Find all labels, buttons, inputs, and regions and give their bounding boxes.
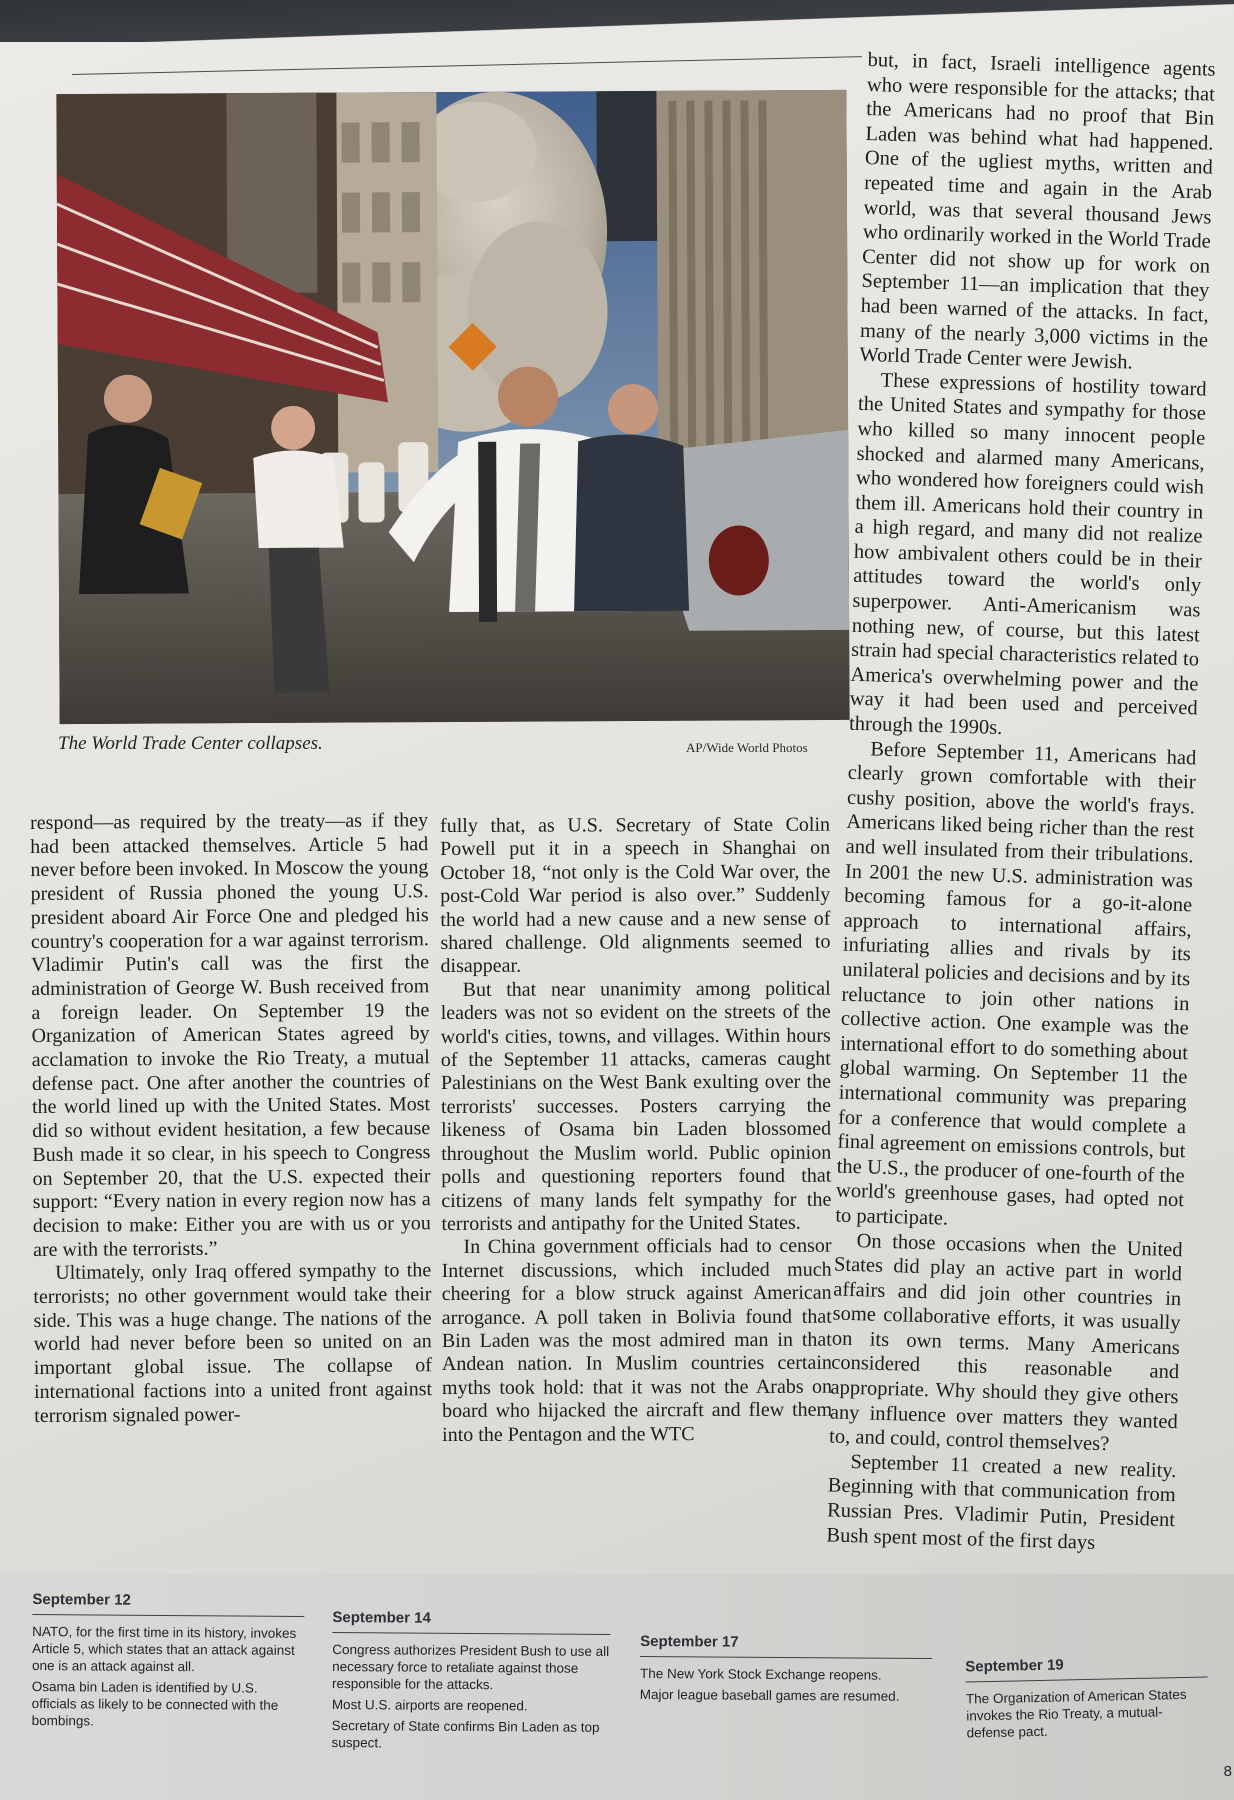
photo-credit: AP/Wide World Photos	[686, 740, 808, 755]
timeline-strip	[0, 1574, 1234, 1800]
timeline-event: Most U.S. airports are reopened.	[331, 1697, 528, 1714]
photo-caption: The World Trade Center collapses.	[58, 733, 323, 754]
timeline-event: Congress authorizes President Bush to use all necessary force to retaliate against those responsible for the attacks.	[331, 1642, 610, 1693]
paragraph: fully that, as U.S. Secretary of State Colin Powell put it in a speech in Shanghai on October 18, “not only is the Cold War over, the post-Cold War period is also over.” Suddenly the world had a new cause and a new sense of shared challenge. Old alignments seemed to disappear.	[440, 813, 831, 978]
timeline-entry-sept-14	[331, 1609, 610, 1757]
timeline-event: NATO, for the first time in its history, invokes Article 5, which states that an attack against one is an attack against all.	[31, 1624, 297, 1675]
page-number: 8	[1223, 1763, 1232, 1780]
timeline-entry-sept-19	[965, 1653, 1209, 1745]
paragraph: In China government officials had to censor Internet discussions, which included much cheering for a blow struck against American arrogance. A poll taken in Bolivia found that Bin Laden was the most admired man in that Andean nation. In Muslim countries certain myths took hold: that it was not the Arabs on board who hijacked the aircraft and flew them into the Pentagon and the WTC	[441, 1234, 833, 1446]
paragraph: but, in fact, Israeli intelligence agents who were responsible for the attacks; that the Americans had no proof that Bin Laden was behind what had happened. One of the ugliest myths, written and repeated time and again in the Arab world, was that several thousand Jews who ordinarily worked in the World Trade Center did not show up for work on September 11—an implication that they had been warned of the attacks. In fact, many of the nearly 3,000 victims in the World Trade Center were Jewish.	[859, 48, 1216, 374]
timeline-date: September 17	[640, 1633, 932, 1659]
paragraph: These expressions of hostility toward the United States and sympathy for those who killed so many innocent people shocked and alarmed many Americans, who wondered how foreigners could wish them ill. Americans hold their country in a high regard, and many did not realize how ambivalent others could be in their attitudes toward the world's only superpower. Anti-Americanism was nothing new, of course, but this latest strain had special characteristics related to America's overwhelming power and the way it had been used and perceived through the 1990s.	[848, 369, 1207, 740]
timeline-event: The Organization of American States invokes the Rio Treaty, a mutual-defense pact.	[965, 1686, 1187, 1741]
paragraph: respond—as required by the treaty—as if they had been attacked themselves. Article 5 had never before been invoked. In Moscow the young president of Russia phoned the young U.S. president aboard Air Force One and pledged his country's cooperation for a war against terrorism. Vladimir Putin's call was the first the administration of George W. Bush received from a foreign leader. On September 19 the Organization of American States agreed by acclamation to invoke the Rio Treaty, a mutual defense pact. One after another the countries of the world lined up with the United States. Most did so without evident hesitation, a few because Bush made it so clear, in his speech to Congress on September 20, that the U.S. expected their support: “Every nation in every region now has a decision to make: Either you are with us or you are with the terrorists.”	[30, 809, 431, 1261]
timeline-event: Secretary of State confirms Bin Laden as top suspect.	[331, 1718, 600, 1751]
page-edge-shadow	[0, 0, 1234, 42]
paragraph: Ultimately, only Iraq offered sympathy to the terrorists; no other government would take their side. This was a huge change. The nations of the world had never before been so united on an important global issue. The collapse of international factions into a united front against terrorism signaled power-	[33, 1259, 433, 1427]
paragraph: But that near unanimity among political leaders was not so evident on the streets of the world's cities, towns, and villages. Within hours of the September 11 attacks, cameras caught Palestinians on the West Bank exulting over the terrorists' successes. Posters carrying the likeness of Osama bin Laden blossomed throughout the Muslim world. Public opinion polls and questioning reporters found that citizens of many lands felt sympathy for the terrorists and antipathy for the United States.	[440, 977, 832, 1235]
timeline-event: Osama bin Laden is identified by U.S. officials as likely to be connected with the bombings.	[31, 1679, 279, 1729]
timeline-date: September 19	[965, 1653, 1207, 1682]
timeline-date: September 12	[32, 1591, 304, 1617]
paragraph: Before September 11, Americans had clearly grown comfortable with their cushy position, above the world's frays. Americans liked being richer than the rest and well insulated from their tribulations. In 2001 the new U.S. administration was becoming famous for a go-it-alone approach to international affairs, infuriating allies and rivals by its unilateral policies and decisions and by its reluctance to join other nations in collective action. One example was the international effort to do something about global warming. On September 11 the international community was preparing for a conference that would complete a final agreement on emissions controls, but the U.S., the producer of one-fourth of the world's greenhouse gases, had opted not to participate.	[835, 737, 1197, 1230]
body-column-middle	[440, 814, 832, 1447]
timeline-date: September 14	[332, 1609, 610, 1635]
timeline-event: Major league baseball games are resumed.	[639, 1686, 900, 1704]
wtc-photograph	[56, 90, 849, 724]
paragraph: September 11 created a new reality. Beginning with that communication from Russian Pres. Vladimir Putin, President Bush spent most of the first days	[826, 1450, 1177, 1554]
top-rule	[72, 56, 862, 75]
photo-illustration	[56, 90, 849, 724]
timeline-entry-sept-17	[640, 1633, 933, 1709]
body-column-right	[826, 48, 1216, 1557]
body-column-left	[30, 809, 432, 1428]
timeline-event: The New York Stock Exchange reopens.	[639, 1665, 882, 1683]
timeline-entry-sept-12	[32, 1591, 305, 1735]
paragraph: On those occasions when the United States did play an active part in world affairs and did join other countries in some collaborative efforts, it was usually on its own terms. Many Americans considered this reasonable and appropriate. Why should they give others any influence over matters they wanted to, and could, control themselves?	[828, 1229, 1183, 1456]
